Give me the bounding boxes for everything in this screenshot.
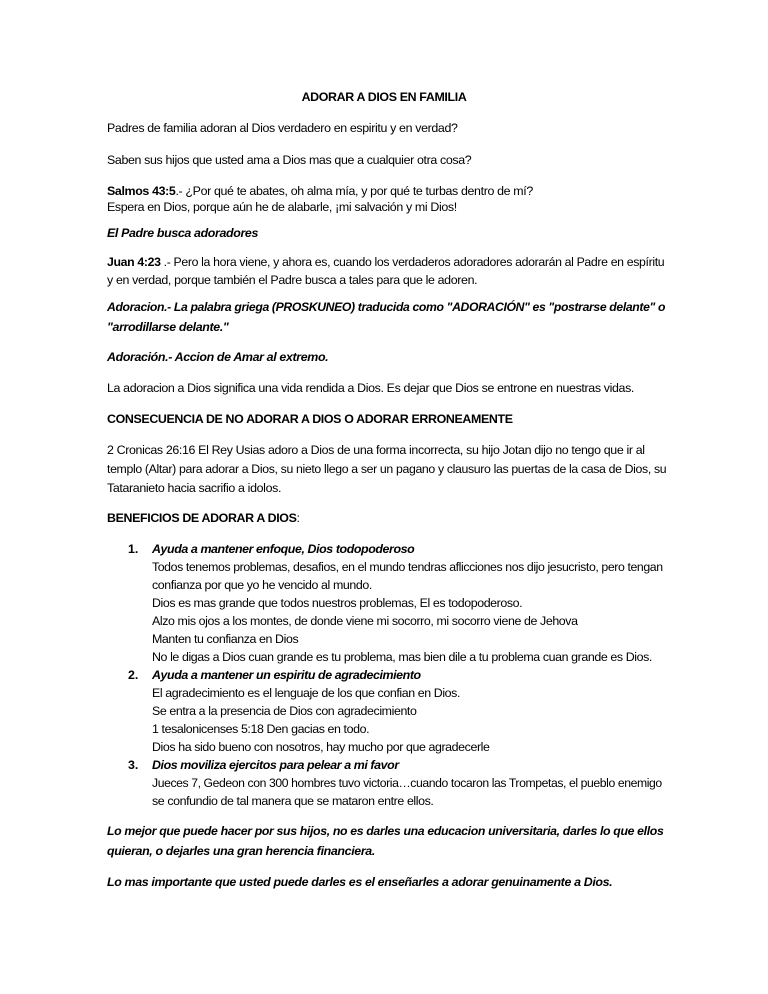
padre-busca-heading: El Padre busca adoradores: [107, 226, 259, 240]
item-1-line: confianza por que yo he vencido al mundo.: [152, 578, 372, 592]
item-2-heading: Ayuda a mantener un espiritu de agradecimiento: [152, 668, 421, 682]
adoracion-amar: Adoración.- Accion de Amar al extremo.: [107, 350, 329, 364]
beneficios-heading: BENEFICIOS DE ADORAR A DIOS: [107, 511, 297, 525]
item-1-line: Todos tenemos problemas, desafios, en el mundo tendras aflicciones nos dijo jesucristo, pero tengan: [152, 560, 663, 574]
item-2-number: 2.: [128, 668, 139, 682]
question-2: Saben sus hijos que usted ama a Dios mas que a cualquier otra cosa?: [107, 153, 472, 167]
item-2-line: Se entra a la presencia de Dios con agradecimiento: [152, 704, 417, 718]
item-1-line: No le digas a Dios cuan grande es tu problema, mas bien dile a tu problema cuan grande es Dios.: [152, 650, 652, 664]
cronicas-line-1: 2 Cronicas 26:16 El Rey Usias adoro a Dios de una forma incorrecta, su hijo Jotan dijo no tengo que ir al: [107, 443, 645, 457]
item-3-number: 3.: [128, 758, 139, 772]
adoracion-definition-2: "arrodillarse delante.": [107, 320, 229, 334]
salmos-line-2: Espera en Dios, porque aún he de alabarle, ¡mi salvación y mi Dios!: [107, 200, 457, 214]
cronicas-line-3: Tataranieto hacia sacrifio a idolos.: [107, 481, 282, 495]
item-1-number: 1.: [128, 542, 139, 556]
document-title: ADORAR A DIOS EN FAMILIA: [301, 90, 467, 104]
item-1-line: Manten tu confianza en Dios: [152, 632, 299, 646]
final-paragraph-line-2: quieran, o dejarles una gran herencia financiera.: [107, 844, 375, 858]
item-1-heading: Ayuda a mantener enfoque, Dios todopoderoso: [152, 542, 415, 556]
adoracion-rendida: La adoracion a Dios significa una vida rendida a Dios. Es dejar que Dios se entrone en nuestras vidas.: [107, 381, 635, 395]
final-paragraph-line-1: Lo mejor que puede hacer por sus hijos, no es darles una educacion universitaria, darles lo que ellos: [107, 824, 664, 838]
salmos-text-1: .- ¿Por qué te abates, oh alma mía, y por qué te turbas dentro de mí?: [175, 184, 533, 198]
final-statement: Lo mas importante que usted puede darles es el enseñarles a adorar genuinamente a Dios.: [107, 875, 613, 889]
beneficios-colon: :: [296, 511, 300, 525]
salmos-reference: Salmos 43:5: [107, 184, 176, 198]
juan-line-1: [107, 253, 665, 272]
beneficios-heading-line: [107, 509, 665, 528]
item-3-heading: Dios moviliza ejercitos para pelear a mi favor: [152, 758, 399, 772]
item-2-line: El agradecimiento es el lenguaje de los que confian en Dios.: [152, 686, 461, 700]
item-3-line: se confundio de tal manera que se mataron entre ellos.: [152, 794, 434, 808]
juan-reference: Juan 4:23: [107, 255, 161, 269]
juan-text-1: .- Pero la hora viene, y ahora es, cuando los verdaderos adoradores adorarán al Padre en espíritu: [160, 255, 665, 269]
item-1-line: Alzo mis ojos a los montes, de donde viene mi socorro, mi socorro viene de Jehova: [152, 614, 578, 628]
question-1: Padres de familia adoran al Dios verdadero en espiritu y en verdad?: [107, 121, 458, 135]
consecuencia-heading: CONSECUENCIA DE NO ADORAR A DIOS O ADORAR ERRONEAMENTE: [107, 412, 513, 426]
item-3-line: Jueces 7, Gedeon con 300 hombres tuvo victoria…cuando tocaron las Trompetas, el pueblo enemigo: [152, 776, 662, 790]
adoracion-definition-1: Adoracion.- La palabra griega (PROSKUNEO) traducida como "ADORACIÓN" es "postrarse delante" o: [107, 300, 666, 314]
item-1-line: Dios es mas grande que todos nuestros problemas, El es todopoderoso.: [152, 596, 523, 610]
juan-line-2: y en verdad, porque también el Padre busca a tales para que le adoren.: [107, 273, 478, 287]
cronicas-line-2: templo (Altar) para adorar a Dios, su nieto llego a ser un pagano y clausuro las puertas de la casa de Dios, su: [107, 462, 667, 476]
item-2-line: 1 tesalonicenses 5:18 Den gacias en todo.: [152, 722, 370, 736]
item-2-line: Dios ha sido bueno con nosotros, hay mucho por que agradecerle: [152, 740, 490, 754]
